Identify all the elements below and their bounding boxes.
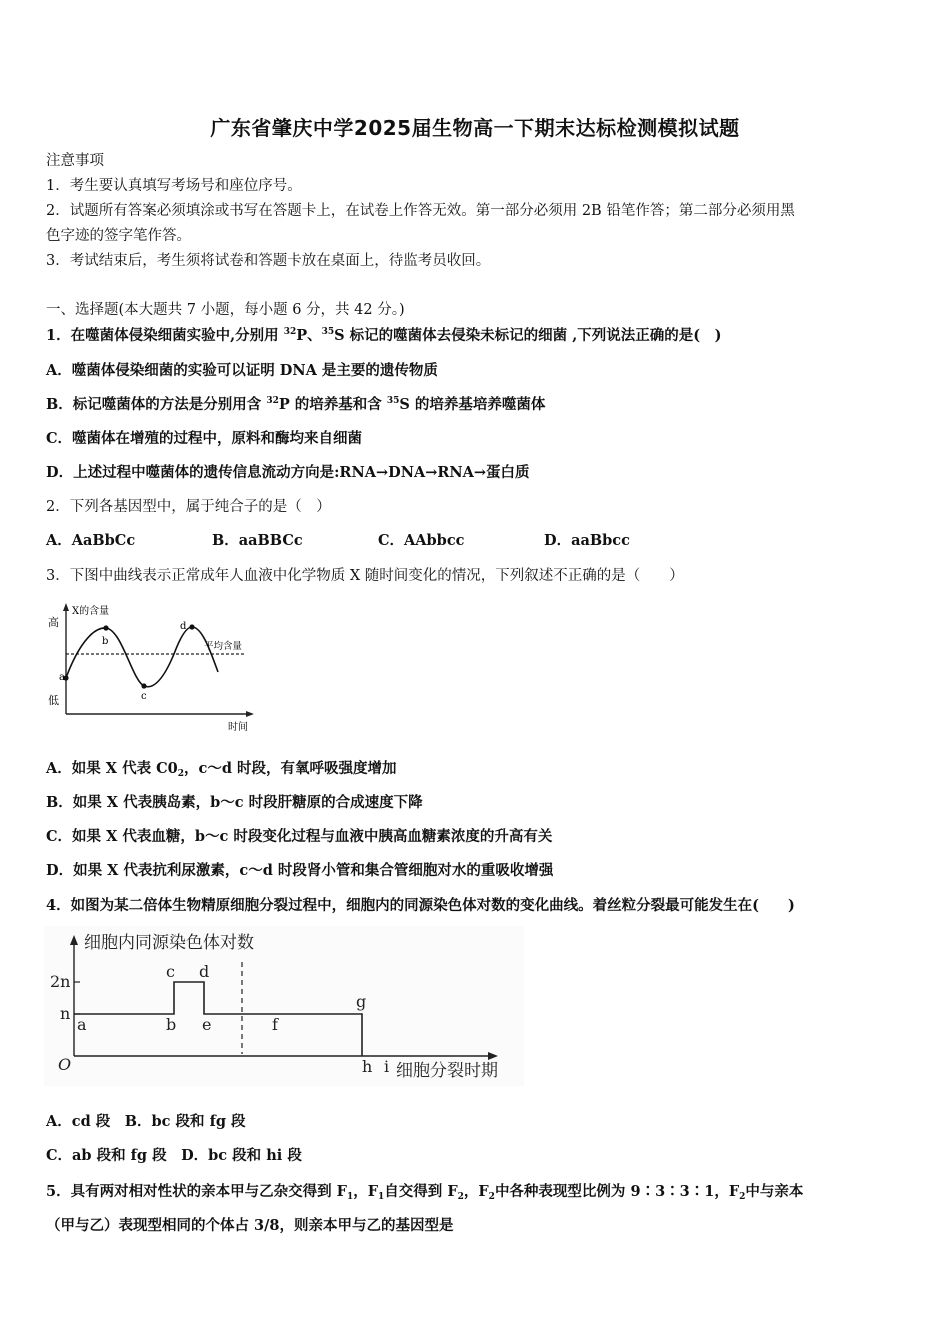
question-4-options-line-2: C．ab 段和 fg 段 D．bc 段和 hi 段 [46,1147,302,1164]
notice-item: 色字迹的签字笔作答。 [46,228,191,244]
question-2-option-c: C．AAbbcc [378,532,465,549]
q4-x-title: 细胞分裂时期 [396,1061,498,1081]
question-1-option-b: B．标记噬菌体的方法是分别用含 $^{32}$P 的培养基和含 $^{35}$S 的培养基培养噬菌体 [46,396,546,413]
question-4-stem: 4．如图为某二倍体生物精原细胞分裂过程中，细胞内的同源染色体对数的变化曲线。着丝粒分裂最可能发生在( ) [46,897,795,914]
q3-y-title: X的含量 [72,606,110,617]
question-4-figure [44,926,524,1086]
question-3-option-d: D．如果 X 代表抗利尿激素，c～d 时段肾小管和集合管细胞对水的重吸收增强 [46,862,554,879]
q3-point-b: b [102,636,109,647]
question-2-option-a: A．AaBbCc [46,532,136,549]
question-2-stem: 2．下列各基因型中，属于纯合子的是（ ） [46,499,331,515]
question-2-option-d: D．aaBbcc [544,532,630,549]
q3-low-label: 低 [48,694,59,707]
notice-item: 2．试题所有答案必须填涂或书写在答题卡上，在试卷上作答无效。第一部分必须用 2B 铅笔作答；第二部分必须用黑 [46,203,795,219]
notice-heading: 注意事项 [46,153,104,169]
q4-letter-b: b [166,1015,177,1034]
q4-letter-d: d [199,962,210,981]
question-4-options-line-1: A．cd 段 B．bc 段和 fg 段 [46,1113,246,1130]
q4-y-title: 细胞内同源染色体对数 [84,933,254,953]
q4-origin: O [58,1055,72,1074]
question-1-option-c: C．噬菌体在增殖的过程中，原料和酶均来自细菌 [46,430,363,447]
q3-point-a: a [59,672,65,683]
question-3-option-b: B．如果 X 代表胰岛素，b～c 时段肝糖原的合成速度下降 [46,794,423,811]
question-3-stem: 3．下图中曲线表示正常成年人血液中化学物质 X 随时间变化的情况，下列叙述不正确的是（ ） [46,568,684,584]
section-heading: 一、选择题(本大题共 7 小题，每小题 6 分，共 42 分。) [46,302,405,318]
q3-curve [66,628,151,686]
q4-tick-n: n [60,1004,71,1023]
question-1-option-d: D．上述过程中噬菌体的遗传信息流动方向是:RNA→DNA→RNA→蛋白质 [46,464,530,481]
q4-tick-2n: 2n [50,972,71,991]
question-1-stem: 1．在噬菌体侵染细菌实验中,分别用 $^{32}$P、$^{35}$S 标记的噬菌体去侵染未标记的细菌 ,下列说法正确的是( ) [46,327,722,344]
q3-point-c: c [141,691,147,702]
question-3-option-a: A．如果 X 代表 $C0_2$，c～d 时段，有氧呼吸强度增加 [46,760,397,779]
question-3-option-c: C．如果 X 代表血糖，b～c 时段变化过程与血液中胰高血糖素浓度的升高有关 [46,828,553,845]
q3-high-label: 高 [48,616,59,629]
question-1-option-a: A．噬菌体侵染细菌的实验可以证明 DNA 是主要的遗传物质 [46,362,438,379]
question-5-stem: 5．具有两对相对性状的亲本甲与乙杂交得到 $F_1$，$F_1$自交得到 $F_2$，$F_2$中各种表现型比例为 9∶3∶3∶1，$F_2$中与亲本 [46,1183,804,1202]
q4-letter-g: g [356,992,367,1011]
q3-point-d: d [180,621,187,632]
page-title: 广东省肇庆中学2025届生物高一下期末达标检测模拟试题 [210,116,740,140]
q4-letter-f: f [272,1015,278,1034]
q3-average-label: 平均含量 [204,641,243,652]
q4-letter-h: h [362,1057,373,1076]
notice-item: 3．考试结束后，考生须将试卷和答题卡放在桌面上，待监考员收回。 [46,253,491,269]
question-5-stem-line-2: （甲与乙）表现型相同的个体占 3/8，则亲本甲与乙的基因型是 [46,1217,454,1234]
question-2-option-b: B．aaBBCc [212,532,303,549]
question-2-options [46,531,630,551]
q3-x-label: 时间 [228,722,248,733]
q4-letter-e: e [202,1015,212,1034]
q4-letter-i: i [384,1057,390,1076]
question-3-figure [44,600,264,740]
q4-letter-c: c [166,962,175,981]
q4-letter-a: a [77,1015,87,1034]
notice-item: 1．考生要认真填写考场号和座位序号。 [46,178,302,194]
